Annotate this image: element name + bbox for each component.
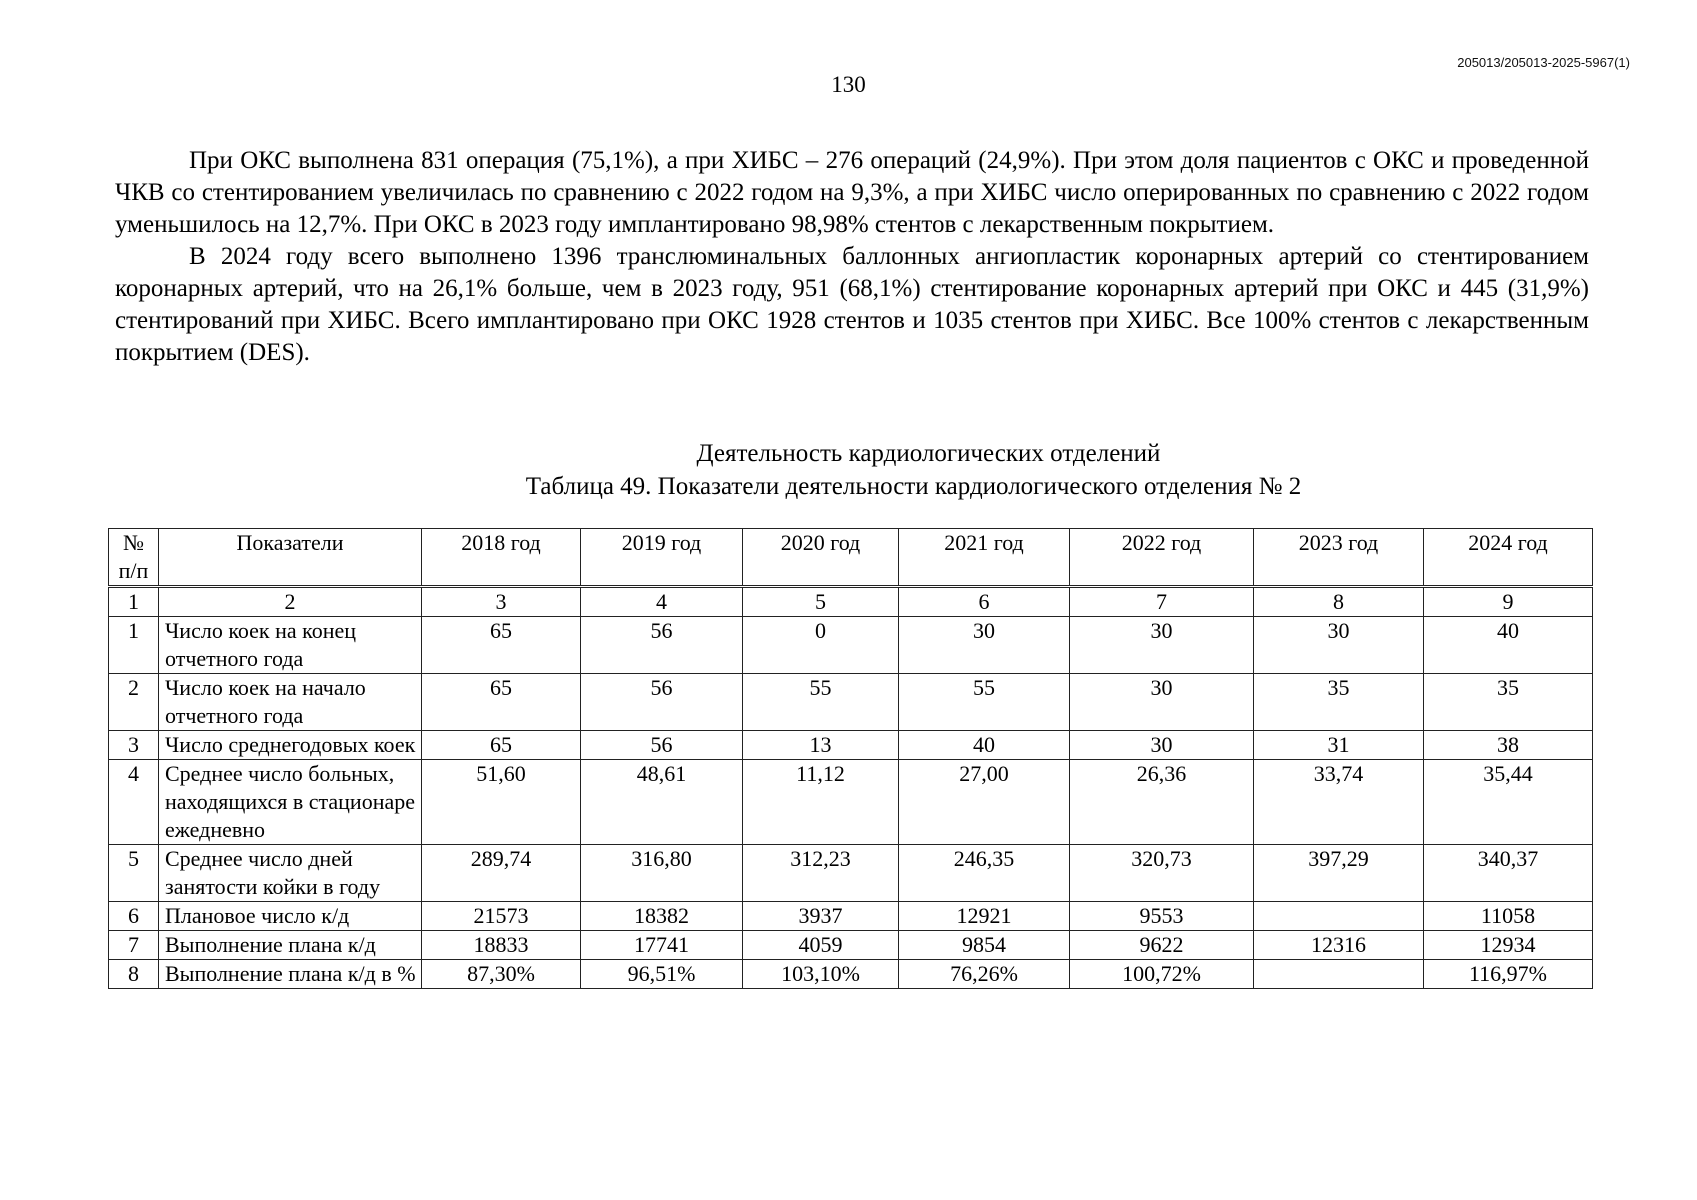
cell-2018: 18833 (422, 931, 581, 960)
cell-2023: 12316 (1254, 931, 1424, 960)
body-text (115, 145, 1589, 369)
cell-2023: 397,29 (1254, 845, 1424, 902)
table-row (109, 731, 1593, 760)
cell-2024: 35,44 (1424, 760, 1593, 845)
row-number: 7 (109, 931, 159, 960)
cell-2018: 65 (422, 674, 581, 731)
cell-2019: 56 (581, 617, 743, 674)
titles (0, 437, 1697, 503)
table-row (109, 960, 1593, 989)
row-label: Выполнение плана к/д (159, 931, 422, 960)
cell-2022: 9553 (1070, 902, 1254, 931)
cell-2021: 55 (899, 674, 1070, 731)
table-row (109, 845, 1593, 902)
cell-2019: 18382 (581, 902, 743, 931)
row-number: 4 (109, 760, 159, 845)
table-title: Таблица 49. Показатели деятельности кардиологического отделения № 2 (525, 473, 1302, 500)
cell-2018: 289,74 (422, 845, 581, 902)
cell-2021: 9854 (899, 931, 1070, 960)
cell-2020: 11,12 (743, 760, 899, 845)
cell-2024: 12934 (1424, 931, 1593, 960)
cell-2024: 40 (1424, 617, 1593, 674)
header-cell: 2023 год (1254, 529, 1424, 587)
cell-2021: 12921 (899, 902, 1070, 931)
cell-2024: 11058 (1424, 902, 1593, 931)
paragraph: В 2024 году всего выполнено 1396 транслюминальных баллонных ангиопластик коронарных артерий со стентированием коронарных артерий, что на 26,1% больше, чем в 2023 году, 951 (68,1%) стентирование коронарных артерий при ОКС и 445 (31,9%) стентирований при ХИБС. Всего имплантировано при ОКС 1928 стентов и 1035 стентов при ХИБС. Все 100% стентов с лекарственным покрытием (DES). (115, 243, 1589, 366)
cell-2020: 55 (743, 674, 899, 731)
cell-2020: 4059 (743, 931, 899, 960)
table-row (109, 902, 1593, 931)
cell-2023 (1254, 902, 1424, 931)
cell-2020: 103,10% (743, 960, 899, 989)
column-number: 1 (109, 587, 159, 617)
cell-2024: 340,37 (1424, 845, 1593, 902)
page-number: 130 (831, 72, 866, 97)
row-label: Число коек на начало отчетного года (159, 674, 422, 731)
cell-2023: 30 (1254, 617, 1424, 674)
cell-2019: 48,61 (581, 760, 743, 845)
row-label: Среднее число больных, находящихся в стационаре ежедневно (159, 760, 422, 845)
header-cell: 2018 год (422, 529, 581, 587)
cell-2020: 0 (743, 617, 899, 674)
table-row (109, 674, 1593, 731)
table-row (109, 617, 1593, 674)
cell-2021: 76,26% (899, 960, 1070, 989)
cell-2024: 116,97% (1424, 960, 1593, 989)
header-cell: 2019 год (581, 529, 743, 587)
cell-2023: 33,74 (1254, 760, 1424, 845)
cell-2023: 35 (1254, 674, 1424, 731)
cell-2022: 100,72% (1070, 960, 1254, 989)
cell-2020: 13 (743, 731, 899, 760)
row-number: 6 (109, 902, 159, 931)
header-cell: 2022 год (1070, 529, 1254, 587)
cell-2022: 9622 (1070, 931, 1254, 960)
cell-2018: 65 (422, 731, 581, 760)
header-cell: 2024 год (1424, 529, 1593, 587)
column-number: 6 (899, 587, 1070, 617)
table-row (109, 760, 1593, 845)
row-label: Среднее число дней занятости койки в году (159, 845, 422, 902)
column-number: 8 (1254, 587, 1424, 617)
cell-2022: 30 (1070, 731, 1254, 760)
section-title: Деятельность кардиологических отделений (696, 440, 1161, 467)
cell-2018: 21573 (422, 902, 581, 931)
row-label: Выполнение плана к/д в % (159, 960, 422, 989)
table-header-row (109, 529, 1593, 587)
cell-2018: 87,30% (422, 960, 581, 989)
row-number: 8 (109, 960, 159, 989)
indicators-table (108, 528, 1593, 989)
cell-2021: 246,35 (899, 845, 1070, 902)
cell-2023: 31 (1254, 731, 1424, 760)
cell-2021: 27,00 (899, 760, 1070, 845)
cell-2023 (1254, 960, 1424, 989)
row-number: 2 (109, 674, 159, 731)
cell-2019: 56 (581, 731, 743, 760)
column-number-row (109, 587, 1593, 617)
header-cell: Показатели (159, 529, 422, 587)
cell-2021: 40 (899, 731, 1070, 760)
row-number: 3 (109, 731, 159, 760)
row-label: Плановое число к/д (159, 902, 422, 931)
cell-2019: 56 (581, 674, 743, 731)
cell-2022: 30 (1070, 674, 1254, 731)
header-cell: № п/п (109, 529, 159, 587)
paragraph: При ОКС выполнена 831 операция (75,1%), а при ХИБС – 276 операций (24,9%). При этом доля пациентов с ОКС и проведенной ЧКВ со стентированием увеличилась по сравнению с 2022 годом на 9,3%, а при ХИБС число оперированных по сравнению с 2022 годом уменьшилось на 12,7%. При ОКС в 2023 году имплантировано 98,98% стентов с лекарственным покрытием. (115, 147, 1589, 238)
column-number: 5 (743, 587, 899, 617)
cell-2019: 96,51% (581, 960, 743, 989)
cell-2024: 38 (1424, 731, 1593, 760)
cell-2020: 3937 (743, 902, 899, 931)
row-number: 5 (109, 845, 159, 902)
row-label: Число коек на конец отчетного года (159, 617, 422, 674)
header-cell: 2020 год (743, 529, 899, 587)
cell-2022: 320,73 (1070, 845, 1254, 902)
column-number: 3 (422, 587, 581, 617)
cell-2022: 30 (1070, 617, 1254, 674)
row-label: Число среднегодовых коек (159, 731, 422, 760)
cell-2018: 51,60 (422, 760, 581, 845)
document-id: 205013/205013-2025-5967(1) (1457, 55, 1630, 70)
cell-2018: 65 (422, 617, 581, 674)
column-number: 7 (1070, 587, 1254, 617)
header-cell: 2021 год (899, 529, 1070, 587)
cell-2021: 30 (899, 617, 1070, 674)
cell-2020: 312,23 (743, 845, 899, 902)
row-number: 1 (109, 617, 159, 674)
column-number: 2 (159, 587, 422, 617)
cell-2024: 35 (1424, 674, 1593, 731)
column-number: 4 (581, 587, 743, 617)
cell-2019: 17741 (581, 931, 743, 960)
cell-2022: 26,36 (1070, 760, 1254, 845)
cell-2019: 316,80 (581, 845, 743, 902)
table-row (109, 931, 1593, 960)
column-number: 9 (1424, 587, 1593, 617)
